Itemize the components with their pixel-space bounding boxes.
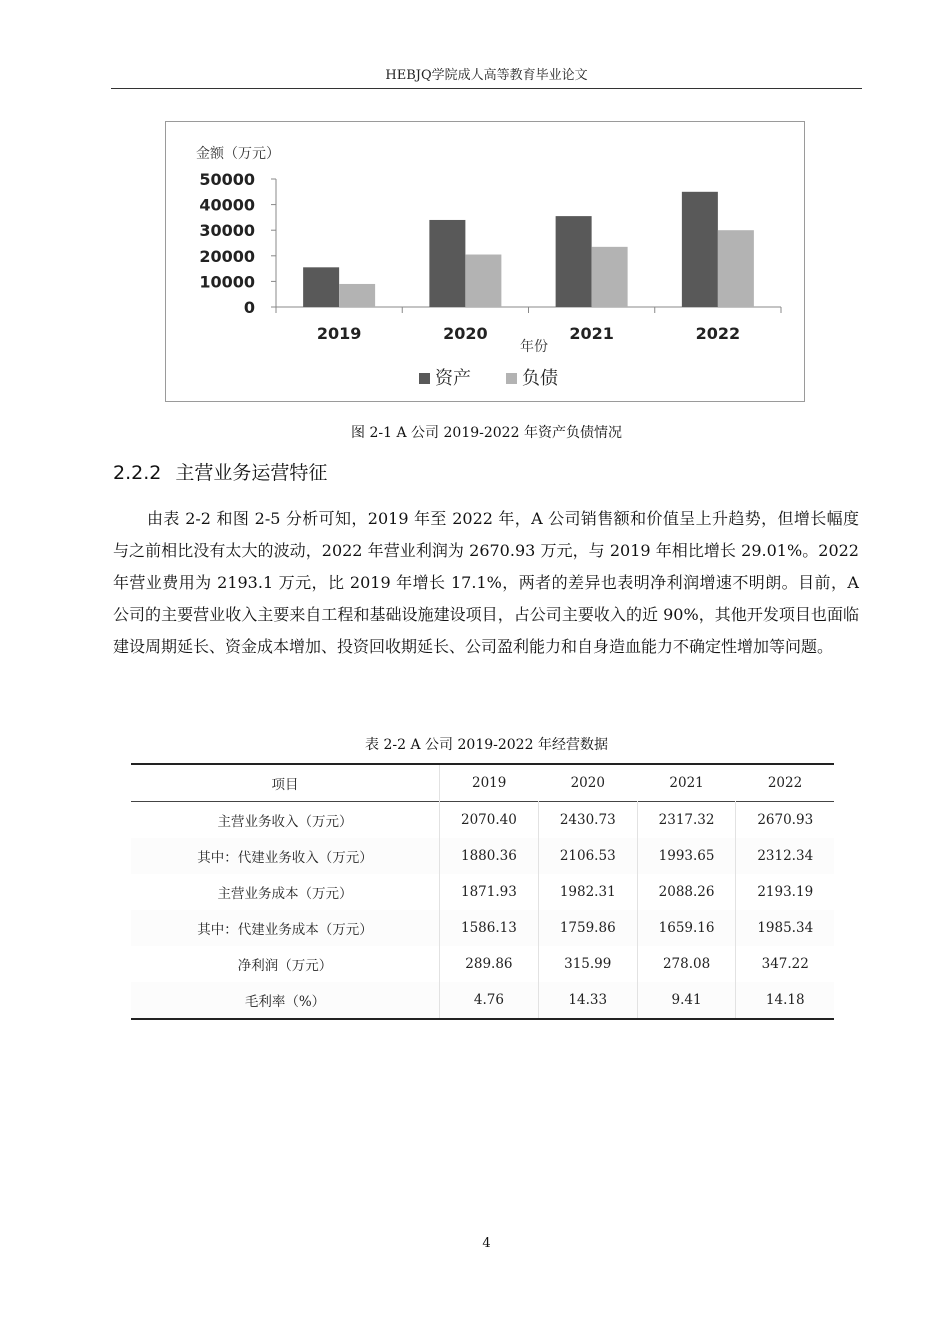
table-header-row [131,764,834,802]
table-cell: 1659.16 [637,910,736,946]
table-cell: 2430.73 [538,802,637,839]
table-row [131,982,834,1019]
table-cell: 1880.36 [440,838,539,874]
table-row [131,874,834,910]
table-cell: 14.33 [538,982,637,1019]
page-number: 4 [482,1236,491,1251]
legend-swatch-资产 [419,373,430,384]
y-tick-label: 20000 [199,246,255,266]
bar-资产-2020 [429,220,465,307]
table-cell: 2670.93 [736,802,834,839]
section-number: 2.2.2 [113,462,162,484]
row-label: 其中：代建业务收入（万元） [131,838,440,874]
table-cell: 278.08 [637,946,736,982]
y-axis-title: 金额（万元） [196,146,280,162]
body-paragraph: 由表 2-2 和图 2-5 分析可知，2019 年至 2022 年，A 公司销售额和价值呈上升趋势，但增长幅度与之前相比没有太大的波动，2022 年营业利润为 2670.93 万元，与 2019 年相比增长 29.01%。2022 年营业费用为 2193.1 万元，比 2019 年增长 17.1%，两者的差异也表明净利润增速不明朗。目前，A 公司的主要营业收入主要来自工程和基础设施建设项目，占公司主要收入的近 90%，其他开发项目也面临建设周期延长、资金成本增加、投资回收期延长、公司盈利能力和自身造血能力不确定性增加等问题。 [113,509,859,656]
row-label: 主营业务成本（万元） [131,874,440,910]
col-header-2021: 2021 [669,775,704,791]
table-row [131,910,834,946]
table-cell: 2106.53 [538,838,637,874]
table-cell: 1871.93 [440,874,539,910]
bar-资产-2019 [303,267,339,307]
table-cell: 289.86 [440,946,539,982]
table-caption: 表 2-2 A 公司 2019-2022 年经营数据 [365,737,608,753]
x-tick-label: 2020 [443,324,488,343]
header-rule [111,88,862,89]
table-cell: 315.99 [538,946,637,982]
y-tick-label: 0 [243,298,255,317]
section-heading [113,458,327,485]
table-row [131,946,834,982]
y-tick-label: 50000 [199,170,255,189]
row-label: 其中：代建业务成本（万元） [131,910,440,946]
row-label: 主营业务收入（万元） [131,802,440,839]
table-cell: 1993.65 [637,838,736,874]
bar-负债-2019 [339,284,375,307]
table-cell: 2070.40 [440,802,539,839]
x-tick-label: 2022 [695,324,741,343]
bar-负债-2022 [718,230,754,307]
bar-资产-2022 [682,192,718,307]
table-cell: 9.41 [637,982,736,1019]
table-row [131,838,834,874]
row-label: 毛利率（%） [131,982,440,1019]
table-row [131,802,834,839]
y-tick-label: 10000 [199,272,255,292]
bar-资产-2021 [556,216,592,307]
table-cell: 347.22 [736,946,834,982]
table-cell: 1759.86 [538,910,637,946]
table-cell: 14.18 [736,982,834,1019]
legend-swatch-负债 [506,373,517,384]
col-header-item: 项目 [131,764,440,802]
table-cell: 1982.31 [538,874,637,910]
bar-负债-2021 [592,247,628,307]
figure-caption: 图 2-1 A 公司 2019-2022 年资产负债情况 [351,425,622,441]
table-cell: 2312.34 [736,838,834,874]
y-tick-label: 40000 [199,195,255,215]
asset-liability-chart [166,122,803,400]
section-title: 主营业务运营特征 [175,462,328,484]
chart-frame [165,121,805,402]
col-header-2020: 2020 [570,775,605,791]
row-label: 净利润（万元） [131,946,440,982]
col-header-2022: 2022 [767,775,803,791]
y-tick-label: 30000 [199,221,255,241]
x-tick-label: 2019 [316,324,362,343]
table-cell: 2317.32 [637,802,736,839]
table-cell: 2088.26 [637,874,736,910]
x-tick-label: 2021 [569,324,614,343]
bar-负债-2020 [465,255,501,307]
running-header: HEBJQ学院成人高等教育毕业论文 [385,68,588,83]
table-cell: 1586.13 [440,910,539,946]
table-cell: 1985.34 [736,910,834,946]
table-cell: 4.76 [440,982,539,1019]
table-cell: 2193.19 [736,874,834,910]
x-axis-title: 年份 [520,339,548,355]
legend-label-负债: 负债 [522,368,558,389]
operating-data-table [131,763,834,1020]
col-header-2019: 2019 [471,775,507,791]
legend-label-资产: 资产 [435,368,471,389]
